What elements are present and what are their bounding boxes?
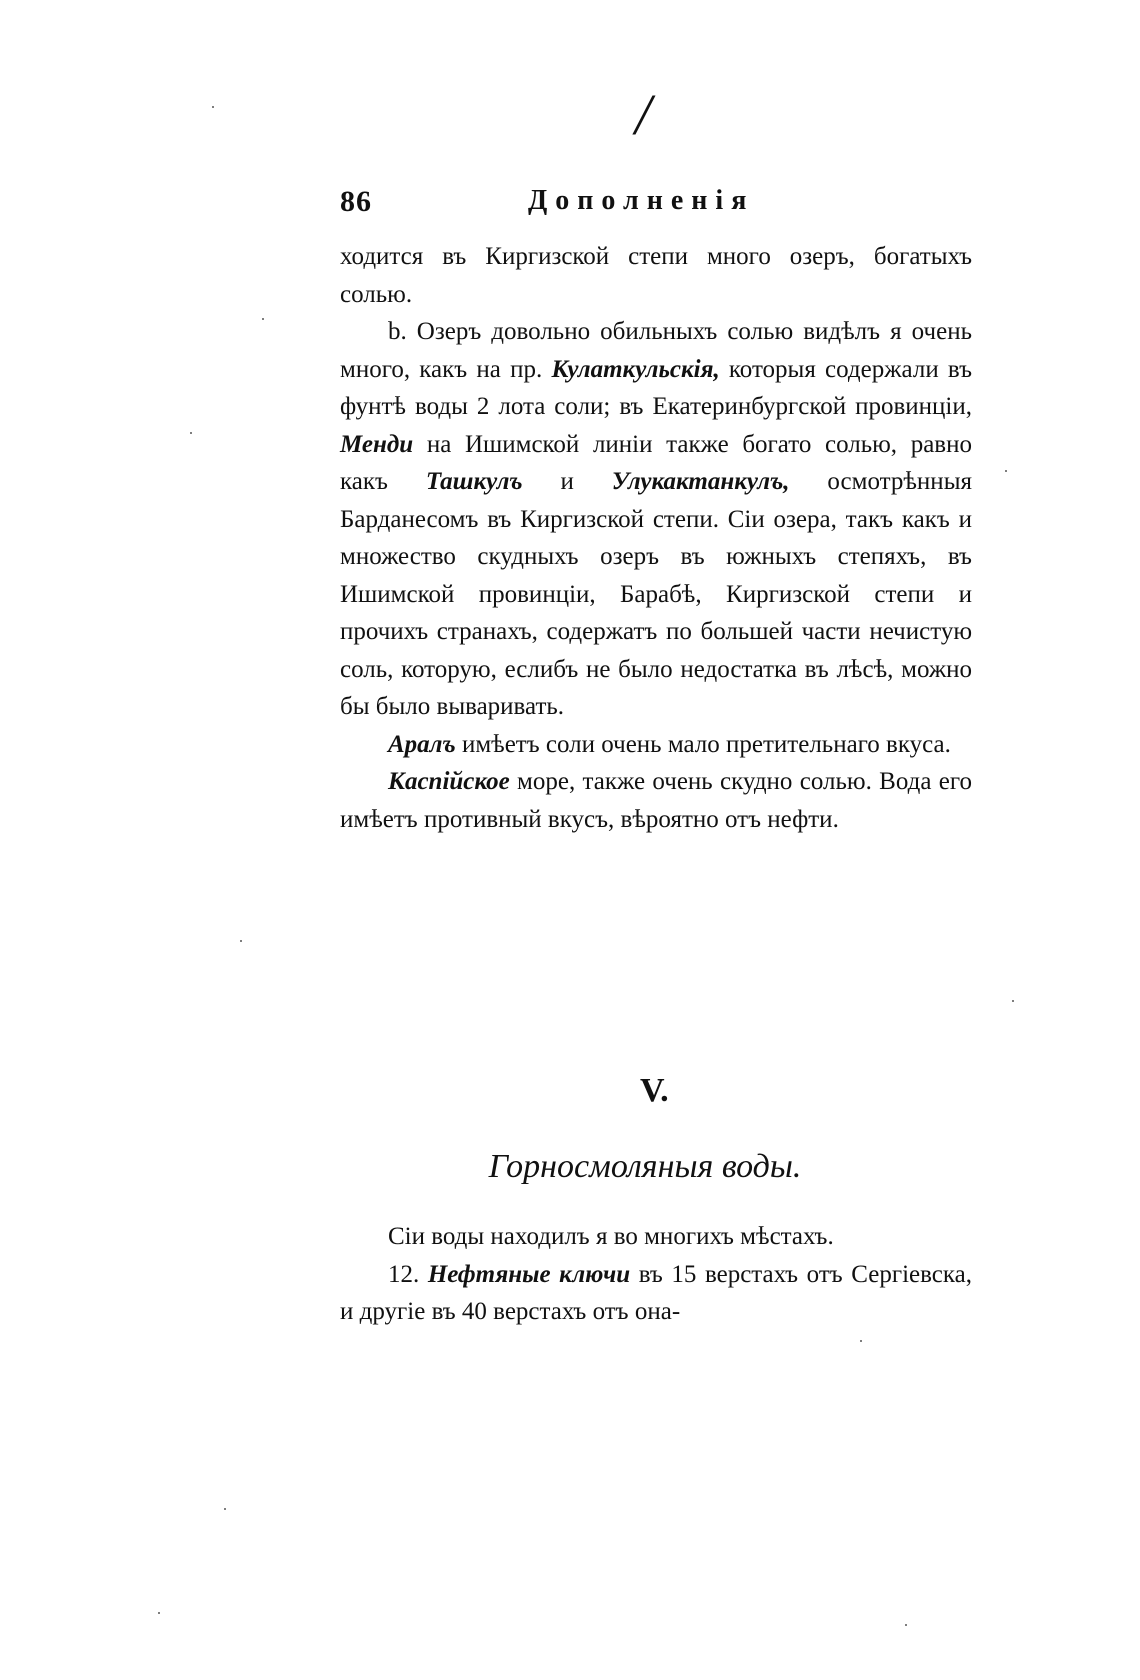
- text-run: на Ишимской линіи также богато солью, равно какъ: [340, 430, 972, 495]
- text-run: море, также очень скудно солью. Вода его имѣетъ противный вкусъ, вѣроятно отъ нефти.: [340, 768, 972, 833]
- scan-speck: [240, 940, 242, 942]
- scan-speck: [860, 1340, 862, 1342]
- scan-speck: [224, 1508, 226, 1510]
- italic-term: Аралъ: [388, 730, 456, 758]
- text-run: b. Озеръ довольно обильныхъ солью видѣлъ я очень много, какъ на пр.: [340, 318, 972, 383]
- lower-text: [340, 1218, 972, 1331]
- scan-speck: [190, 432, 192, 434]
- paragraph: [340, 763, 972, 838]
- text-run: 12.: [388, 1260, 428, 1288]
- paragraph: [340, 1256, 972, 1331]
- running-head: Дополненія: [528, 185, 755, 216]
- text-run: Сіи воды находилъ я во многихъ мѣстахъ.: [388, 1223, 834, 1250]
- text-run: въ 15 верстахъ отъ Сергіевска, и другіе въ 40 верстахъ отъ она-: [340, 1260, 973, 1325]
- text-run: и: [522, 468, 612, 495]
- italic-term: Каспійское: [388, 768, 510, 795]
- page-number: 86: [340, 185, 372, 218]
- italic-term: Менди: [340, 430, 414, 458]
- scan-speck: [1005, 470, 1007, 472]
- scan-speck: [262, 318, 264, 320]
- section-title: Горносмоляныя воды.: [488, 1148, 802, 1185]
- handwritten-mark: /: [635, 82, 652, 147]
- italic-term: Ташкулъ: [425, 468, 523, 495]
- italic-term: Улукактанкулъ,: [611, 468, 790, 495]
- main-text: [340, 238, 972, 838]
- paragraph: [340, 726, 972, 764]
- scan-speck: [905, 1624, 907, 1626]
- italic-term: Нефтяные ключи: [427, 1260, 631, 1288]
- scan-speck: [158, 1612, 160, 1614]
- paragraph: [340, 313, 972, 726]
- text-run: которыя содержали въ фунтѣ воды 2 лота соли; въ Екатеринбургской провинціи,: [340, 355, 973, 420]
- paragraph: [340, 238, 972, 313]
- italic-term: Кулаткульскія,: [551, 355, 720, 383]
- section-numeral: V.: [640, 1072, 669, 1109]
- scan-speck: [1012, 1000, 1014, 1002]
- text-run: имѣетъ соли очень мало претительнаго вкуса.: [455, 730, 951, 758]
- page-header: [340, 185, 972, 225]
- text-run: осмотрѣнныя Барданесомъ въ Киргизской степи. Сіи озера, такъ какъ и множество скудныхъ озеръ въ южныхъ степяхъ, въ Ишимской провинціи, Барабѣ, Киргизской степи и прочихъ странахъ, содержатъ по большей части нечистую соль, которую, еслибъ не было недостатка въ лѣсѣ, можно бы было вываривать.: [340, 468, 972, 720]
- text-run: ходится въ Киргизской степи много озеръ, богатыхъ солью.: [340, 243, 972, 308]
- scan-speck: [212, 106, 214, 108]
- paragraph: [340, 1218, 972, 1256]
